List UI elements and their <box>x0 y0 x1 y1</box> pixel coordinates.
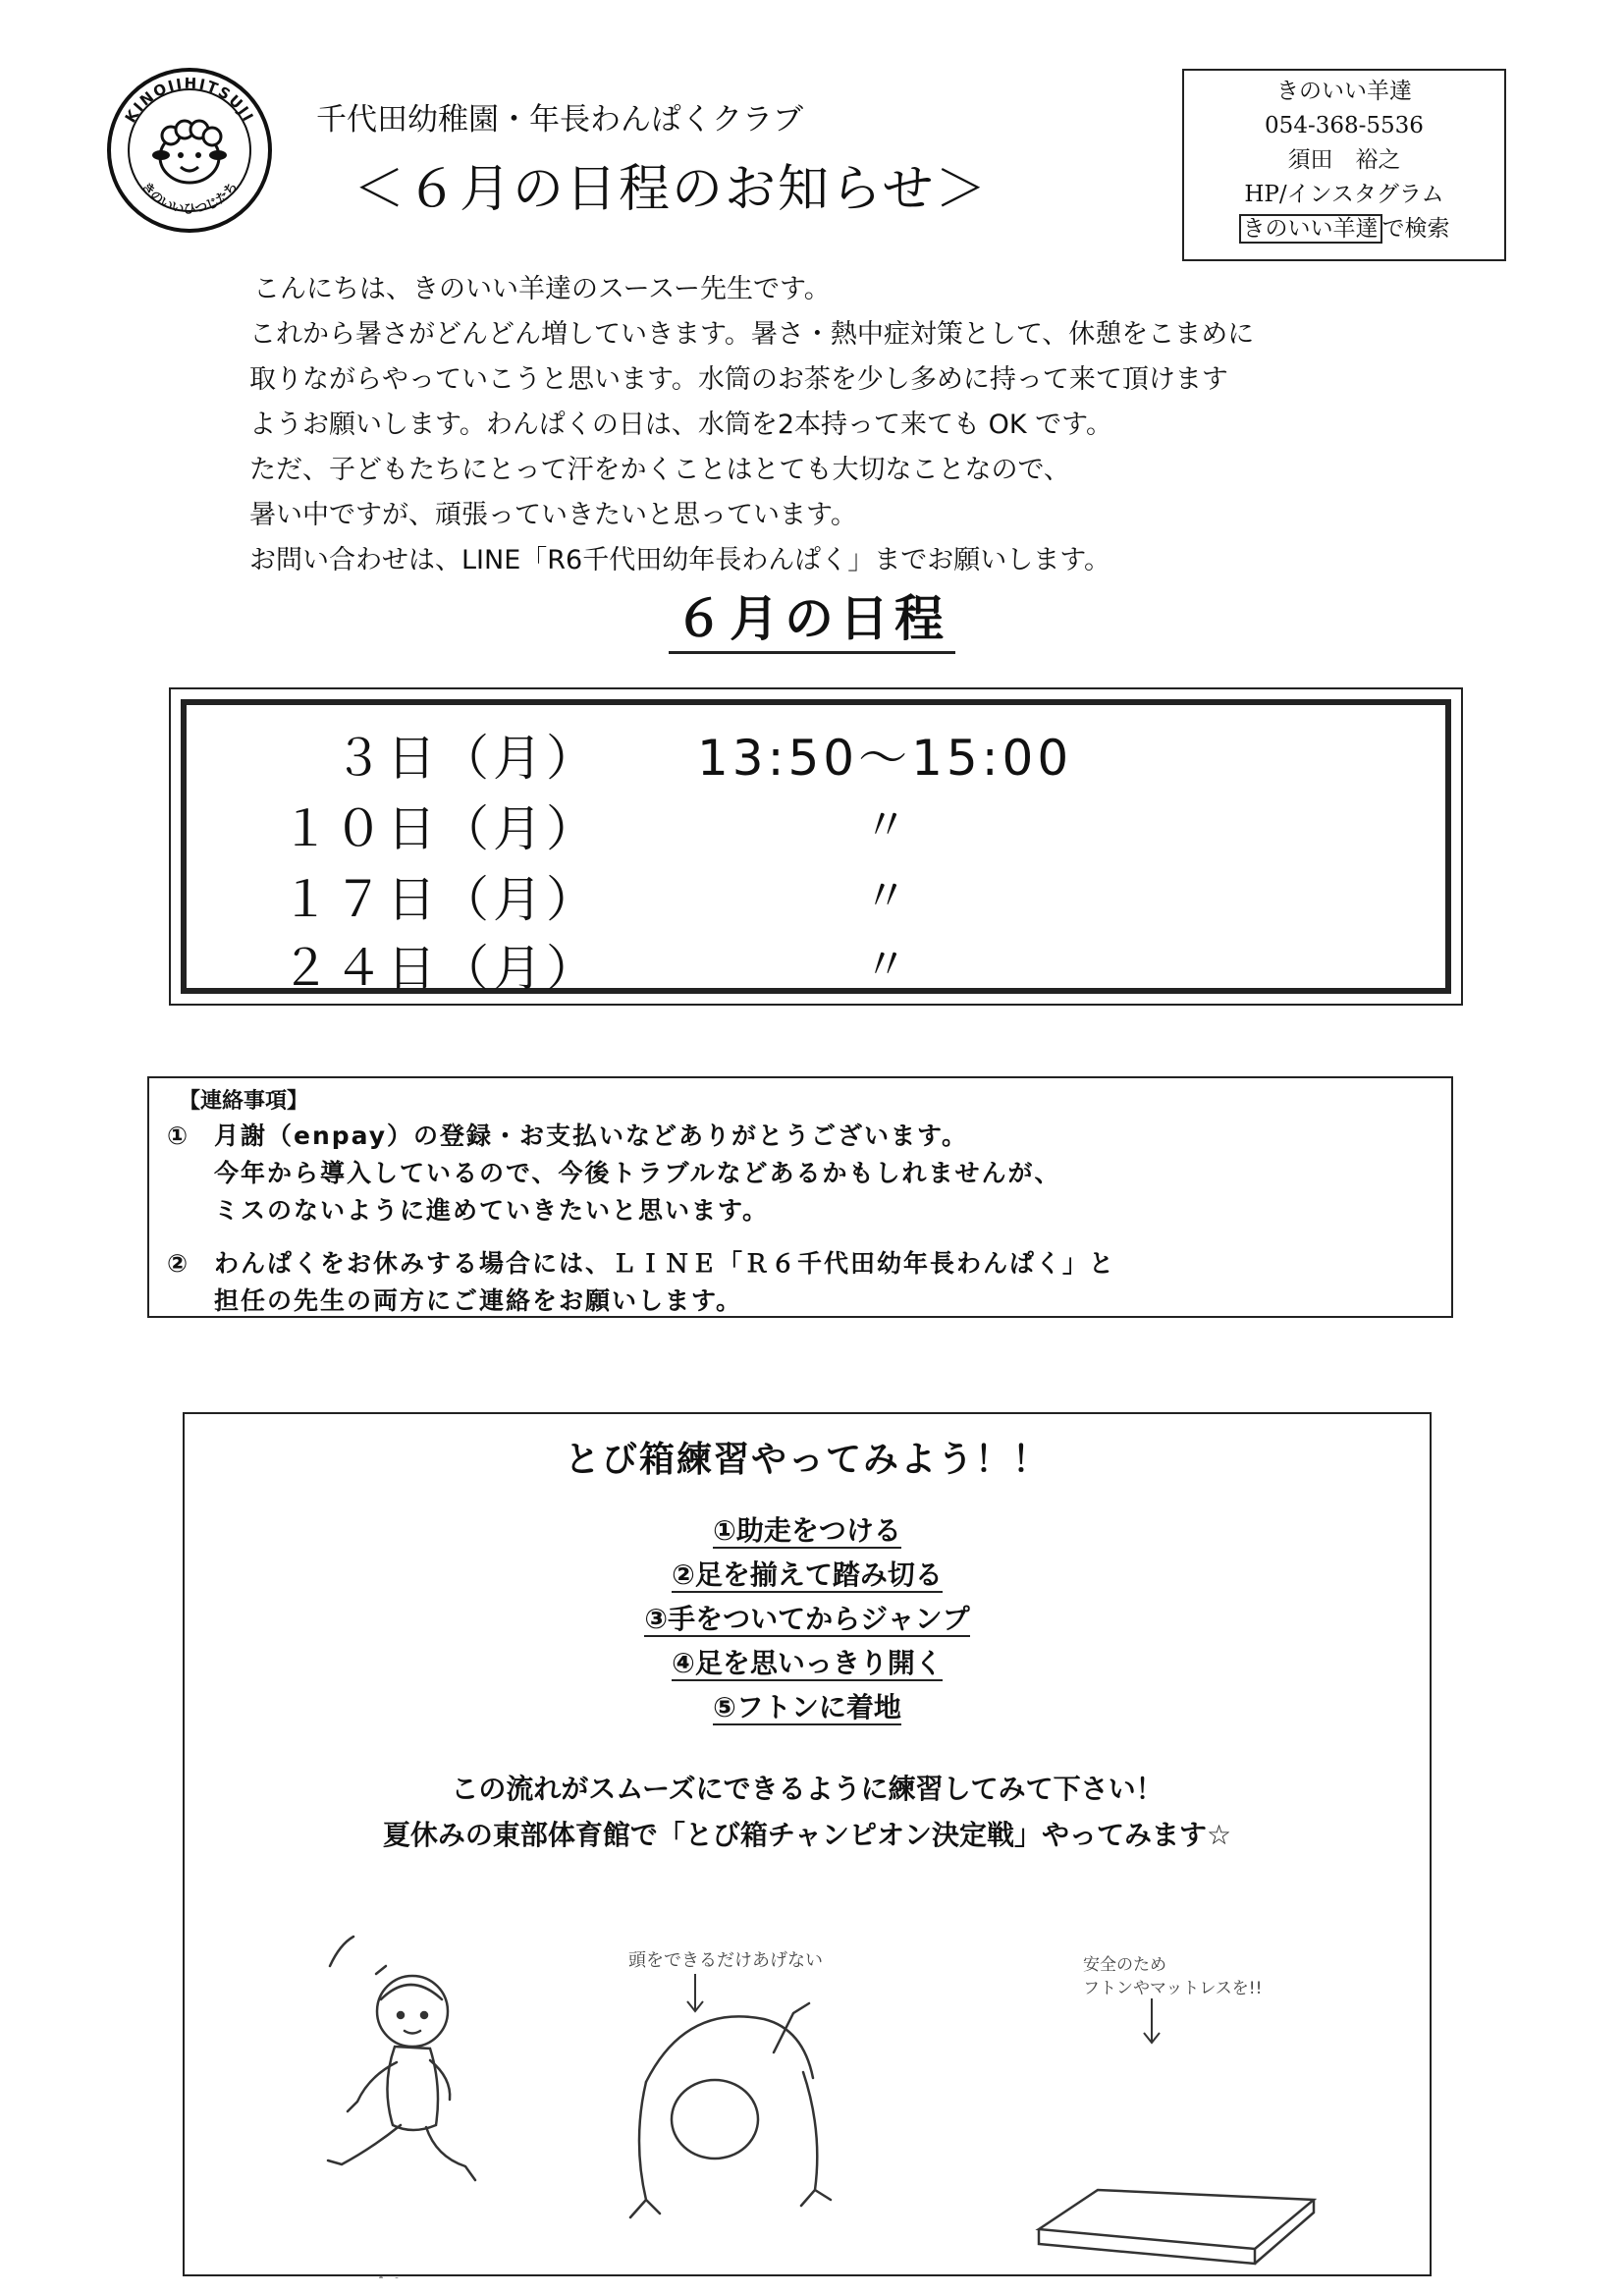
step-item <box>185 1641 1430 1685</box>
closing-line-1: この流れがスムーズにできるように練習してみて下さい！ <box>451 1773 1164 1805</box>
step-item <box>185 1508 1430 1553</box>
logo-subtext: きのいいひつじたち <box>137 179 242 217</box>
bending-child-icon <box>630 2003 831 2217</box>
intro-line: 取りながらやっていこうと思います。水筒のお茶を少し多めに持って来て頂けます <box>249 364 1228 395</box>
page-title: ＜６月の日程のお知らせ＞ <box>353 160 989 219</box>
intro-line: これから暑さがどんどん増していきます。暑さ・熱中症対策として、休憩をこまめに <box>249 319 1255 350</box>
intro-line: ようお願いします。わんぱくの日は、水筒を2本持って来ても OK です。 <box>249 410 1112 440</box>
schedule-row <box>187 719 1445 790</box>
step-item <box>185 1553 1430 1597</box>
schedule-title <box>0 579 1624 650</box>
notice-item-2 <box>167 1245 1115 1320</box>
vaulting-illustration <box>185 1905 1434 2278</box>
contact-phone: 054-368-5536 <box>1265 113 1424 138</box>
intro-line: 暑い中ですが、頑張っていきたいと思っています。 <box>249 500 857 530</box>
ground-dots <box>379 2276 461 2278</box>
step-item <box>185 1597 1430 1641</box>
contact-person: 須田 裕之 <box>1287 147 1401 173</box>
step-text: ⑤フトンに着地 <box>713 1691 901 1723</box>
contact-sns: HP/インスタグラム <box>1244 182 1444 207</box>
schedule-date: １７日（月） <box>281 871 599 928</box>
step-text: ③手をついてからジャンプ <box>644 1603 970 1635</box>
schedule-row <box>187 929 1445 1000</box>
note-head: 頭をできるだけあげない <box>628 1950 823 1971</box>
notice-heading: 【連絡事項】 <box>179 1089 309 1114</box>
step-text: ④足を思いっきり開く <box>672 1647 943 1679</box>
intro-text <box>249 267 1255 583</box>
closing-line-2: 夏休みの東部体育館で「とび箱チャンピオン決定戦」やってみます☆ <box>382 1819 1232 1851</box>
schedule-date: ２４日（月） <box>281 940 599 997</box>
notice-text: わんぱくをお休みする場合には、ＬＩＮＥ「Ｒ６千代田幼年長わんぱく」と <box>214 1249 1116 1278</box>
schedule-time: 〃 <box>864 871 911 921</box>
schedule-date: ３日（月） <box>334 730 599 787</box>
step-text: ②足を揃えて踏み切る <box>672 1558 943 1591</box>
notice-number: ② <box>167 1249 190 1278</box>
running-child-icon <box>328 1937 475 2180</box>
step-text: ①助走をつける <box>713 1514 901 1547</box>
vaulting-closing <box>185 1766 1430 1858</box>
note-safety-2: フトンやマットレスを!! <box>1083 1979 1263 1998</box>
contact-box <box>1182 69 1506 261</box>
vaulting-steps <box>185 1508 1430 1729</box>
organization-name: 千代田幼稚園・年長わんぱくクラブ <box>316 102 803 137</box>
notice-text: 担任の先生の両方にご連絡をお願いします。 <box>214 1286 743 1315</box>
notice-text: ミスのないように進めていきたいと思います。 <box>214 1196 770 1225</box>
step-item <box>185 1685 1430 1729</box>
note-safety-1: 安全のため <box>1083 1955 1166 1975</box>
logo <box>106 67 273 234</box>
schedule-table <box>181 699 1451 997</box>
notice-text: 月謝（enpay）の登録・お支払いなどありがとうございます。 <box>214 1121 969 1150</box>
vaulting-title: とび箱練習やってみよう！！ <box>564 1440 1050 1480</box>
search-suffix: で検索 <box>1381 216 1450 242</box>
schedule-time: 〃 <box>864 940 911 990</box>
schedule-row <box>187 860 1445 931</box>
contact-name: きのいい羊達 <box>1276 79 1412 104</box>
notice-number: ① <box>167 1121 190 1150</box>
schedule-row <box>187 790 1445 860</box>
intro-line: こんにちは、きのいい羊達のスースー先生です。 <box>253 274 831 304</box>
schedule-time: 〃 <box>864 800 911 850</box>
intro-line: ただ、子どもたちにとって汗をかくことはとても大切なことなので、 <box>249 455 1070 485</box>
schedule-time: 13:50～15:00 <box>697 730 1073 787</box>
contact-search <box>1184 212 1504 246</box>
notice-box <box>147 1076 1453 1318</box>
intro-line: お問い合わせは、LINE「R6千代田幼年長わんぱく」までお願いします。 <box>249 545 1111 575</box>
vaulting-box-section <box>183 1412 1432 2276</box>
logo-text: KINOIIHITSUJI <box>121 74 258 127</box>
notice-item-1 <box>167 1118 1061 1230</box>
sheep-logo-icon <box>106 67 273 234</box>
schedule-date: １０日（月） <box>281 800 599 857</box>
mat-icon <box>1039 2190 1314 2264</box>
schedule-title-text: ６月の日程 <box>669 590 955 654</box>
notice-text: 今年から導入しているので、今後トラブルなどあるかもしれませんが、 <box>214 1159 1061 1187</box>
search-keyword: きのいい羊達 <box>1239 214 1382 244</box>
